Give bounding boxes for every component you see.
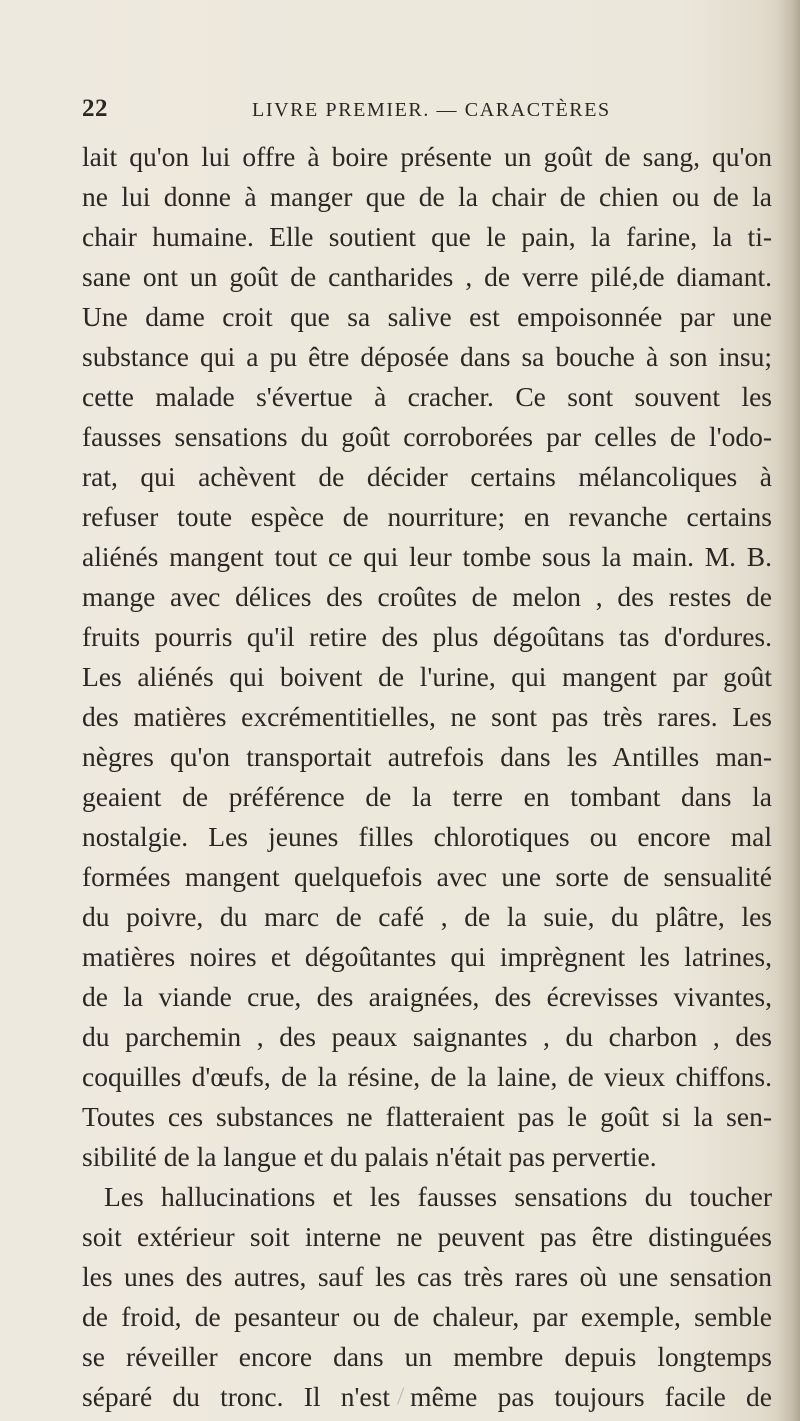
text-line: lait qu'on lui offre à boire présente un goût de sang, qu'on: [82, 141, 772, 172]
paragraph-start-line: Les hallucinations et les fausses sensations du toucher: [104, 1181, 772, 1212]
text-line: mange avec délices des croûtes de melon , des restes de: [82, 581, 772, 612]
page-edge-shadow: [778, 0, 800, 1421]
text-line: Une dame croit que sa salive est empoisonnée par une: [82, 301, 772, 332]
text-line: fruits pourris qu'il retire des plus dégoûtans tas d'ordures.: [82, 621, 772, 652]
text-line: nègres qu'on transportait autrefois dans les Antilles man-: [82, 741, 772, 772]
body-text: [82, 137, 772, 1417]
text-line: sane ont un goût de cantharides , de verre pilé,de diamant.: [82, 261, 772, 292]
text-line: chair humaine. Elle soutient que le pain, la farine, la ti-: [82, 221, 772, 252]
text-line: refuser toute espèce de nourriture; en revanche certains: [82, 501, 772, 532]
text-line: du parchemin , des peaux saignantes , du charbon , des: [82, 1021, 772, 1052]
text-line: des matières excrémentitielles, ne sont pas très rares. Les: [82, 701, 772, 732]
text-line: soit extérieur soit interne ne peuvent pas être distinguées: [82, 1221, 772, 1252]
text-line: de froid, de pesanteur ou de chaleur, par exemple, semble: [82, 1301, 772, 1332]
text-line: Les aliénés qui boivent de l'urine, qui mangent par goût: [82, 661, 772, 692]
page-header: [82, 95, 712, 131]
text-line: cette malade s'évertue à cracher. Ce sont souvent les: [82, 381, 772, 412]
text-line: coquilles d'œufs, de la résine, de la laine, de vieux chiffons.: [82, 1061, 772, 1092]
text-line: de la viande crue, des araignées, des écrevisses vivantes,: [82, 981, 772, 1012]
text-line: formées mangent quelquefois avec une sorte de sensualité: [82, 861, 772, 892]
text-line: du poivre, du marc de café , de la suie, du plâtre, les: [82, 901, 772, 932]
text-line: ne lui donne à manger que de la chair de chien ou de la: [82, 181, 772, 212]
text-line: Toutes ces substances ne flatteraient pas le goût si la sen-: [82, 1101, 772, 1132]
text-line: fausses sensations du goût corroborées par celles de l'odo-: [82, 421, 772, 452]
text-line: se réveiller encore dans un membre depuis longtemps: [82, 1341, 772, 1372]
page-number: 22: [82, 95, 108, 122]
text-line: substance qui a pu être déposée dans sa bouche à son insu;: [82, 341, 772, 372]
text-line: séparé du tronc. Il n'est même pas toujours facile de: [82, 1381, 772, 1412]
running-head: LIVRE PREMIER. — CARACTÈRES: [252, 99, 611, 121]
text-line: aliénés mangent tout ce qui leur tombe sous la main. M. B.: [82, 541, 772, 572]
text-line: nostalgie. Les jeunes filles chlorotiques ou encore mal: [82, 821, 772, 852]
text-line: sibilité de la langue et du palais n'était pas pervertie.: [82, 1141, 657, 1172]
text-line: geaient de préférence de la terre en tombant dans la: [82, 781, 772, 812]
text-line: les unes des autres, sauf les cas très rares où une sensation: [82, 1261, 772, 1292]
text-line: matières noires et dégoûtantes qui imprègnent les latrines,: [82, 941, 772, 972]
text-line: rat, qui achèvent de décider certains mélancoliques à: [82, 461, 772, 492]
